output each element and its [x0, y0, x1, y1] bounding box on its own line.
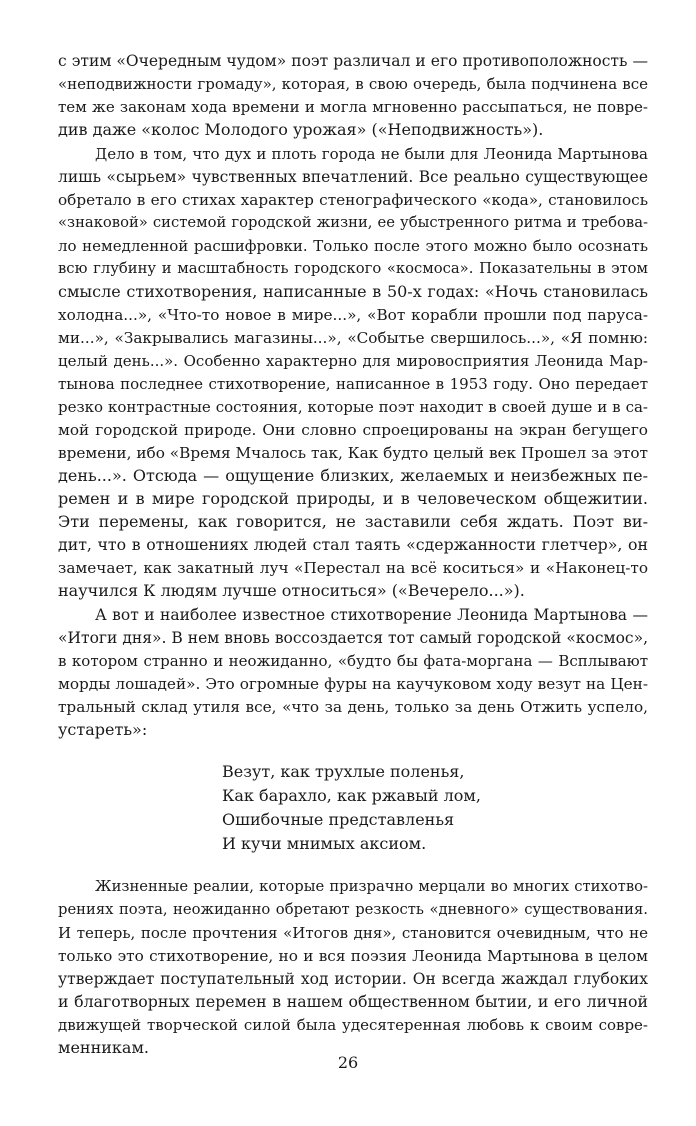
text-line: целый день...». Особенно характерно для мировосприятия Леонида Мар-	[58, 352, 648, 370]
text-line: только это стихотворение, но и вся поэзия Леонида Мартынова в целом	[58, 947, 648, 965]
text-line: научился К людям лучше относиться» («Вечерело...»).	[58, 581, 525, 600]
text-line: менникам.	[58, 1038, 149, 1057]
text-line: И теперь, после прочтения «Итогов дня», становится очевидным, что не	[58, 924, 648, 942]
text-line: устареть»:	[58, 720, 148, 739]
text-line: обретало в его стихах характер стенографического «кода», становилось	[58, 191, 648, 209]
text-line: день...». Отсюда — ощущение близких, желаемых и неизбежных пе-	[58, 466, 648, 485]
verse-line: Ошибочные представленья	[222, 810, 455, 829]
text-line: смысле стихотворения, написанные в 50-х годах: «Ночь становилась	[58, 282, 648, 301]
text-line: Жизненные реалии, которые призрачно мерцали во многих стихотво-	[95, 878, 648, 895]
text-line: в котором странно и неожиданно, «будто бы фата-моргана — Всплывают	[58, 652, 648, 670]
text-line: дит, что в отношениях людей стал таять «сдержанности глетчер», он	[58, 535, 648, 554]
text-line: «неподвижности громаду», которая, в свою очередь, была подчинена все	[58, 75, 648, 93]
text-line: А вот и наиболее известное стихотворение Леонида Мартынова —	[95, 606, 648, 624]
text-line: мой городской природе. Они словно спроецированы на экран бегущего	[58, 421, 648, 439]
text-line: и благотворных перемен в нашем общественном бытии, и его личной	[58, 992, 648, 1011]
text-line: холодна...», «Что-то новое в мире...», «Вот корабли прошли под паруса-	[58, 306, 648, 324]
text-line: Дело в том, что дух и плоть города не были для Леонида Мартынова	[95, 145, 648, 163]
text-line: замечает, как закатный луч «Перестал на всё коситься» и «Наконец-то	[58, 559, 648, 577]
text-line: тынова последнее стихотворение, написанное в 1953 году. Оно передает	[58, 375, 648, 393]
text-line: всю глубину и масштабность городского «космоса». Показательны в этом	[58, 260, 648, 277]
text-line: лишь «сырьем» чувственных впечатлений. Все реально существующее	[58, 168, 648, 186]
text-line: ми...», «Закрывались магазины...», «Событье свершилось...», «Я помню:	[58, 329, 648, 347]
text-line: рениях поэта, неожиданно обретают резкость «дневного» существования.	[58, 901, 648, 918]
text-line: резко контрастные состояния, которые поэт находит в своей душе и в са-	[58, 398, 648, 416]
text-line: времени, ибо «Время Мчалось так, Как будто целый век Прошел за этот	[58, 444, 648, 462]
text-line: тральный склад утиля все, «что за день, только за день Отжить успело,	[58, 698, 648, 716]
text-line: тем же законам хода времени и могла мгновенно рассыпаться, не повре-	[58, 98, 648, 116]
text-line: с этим «Очередным чудом» поэт различал и его противоположность —	[58, 52, 648, 70]
text-line: ремен и в мире городской природы, и в человеческом общежитии.	[58, 489, 648, 508]
text-line: Эти перемены, как говорится, не заставили себя ждать. Поэт ви-	[58, 512, 648, 531]
text-line: «Итоги дня». В нем вновь воссоздается тот самый городской «космос»,	[58, 629, 648, 647]
verse-line: Везут, как трухлые поленья,	[222, 762, 465, 781]
text-line: движущей творческой силой была удесятеренная любовь к своим совре-	[58, 1016, 648, 1034]
text-line: утверждает поступательный ход истории. Он всегда жаждал глубоких	[58, 970, 648, 988]
text-line: морды лошадей». Это огромные фуры на каучуковом ходу везут на Цен-	[58, 675, 648, 693]
verse-line: И кучи мнимых аксиом.	[222, 834, 427, 853]
text-line: див даже «колос Молодого урожая» («Неподвижность»).	[58, 120, 544, 139]
text-line: ло немедленной расшифровки. Только после этого можно было осознать	[58, 237, 648, 255]
text-line: «знаковой» системой городской жизни, ее убыстренного ритма и требова-	[58, 214, 648, 231]
verse-line: Как барахло, как ржавый лом,	[222, 786, 481, 805]
page-number: 26	[337, 1053, 359, 1072]
